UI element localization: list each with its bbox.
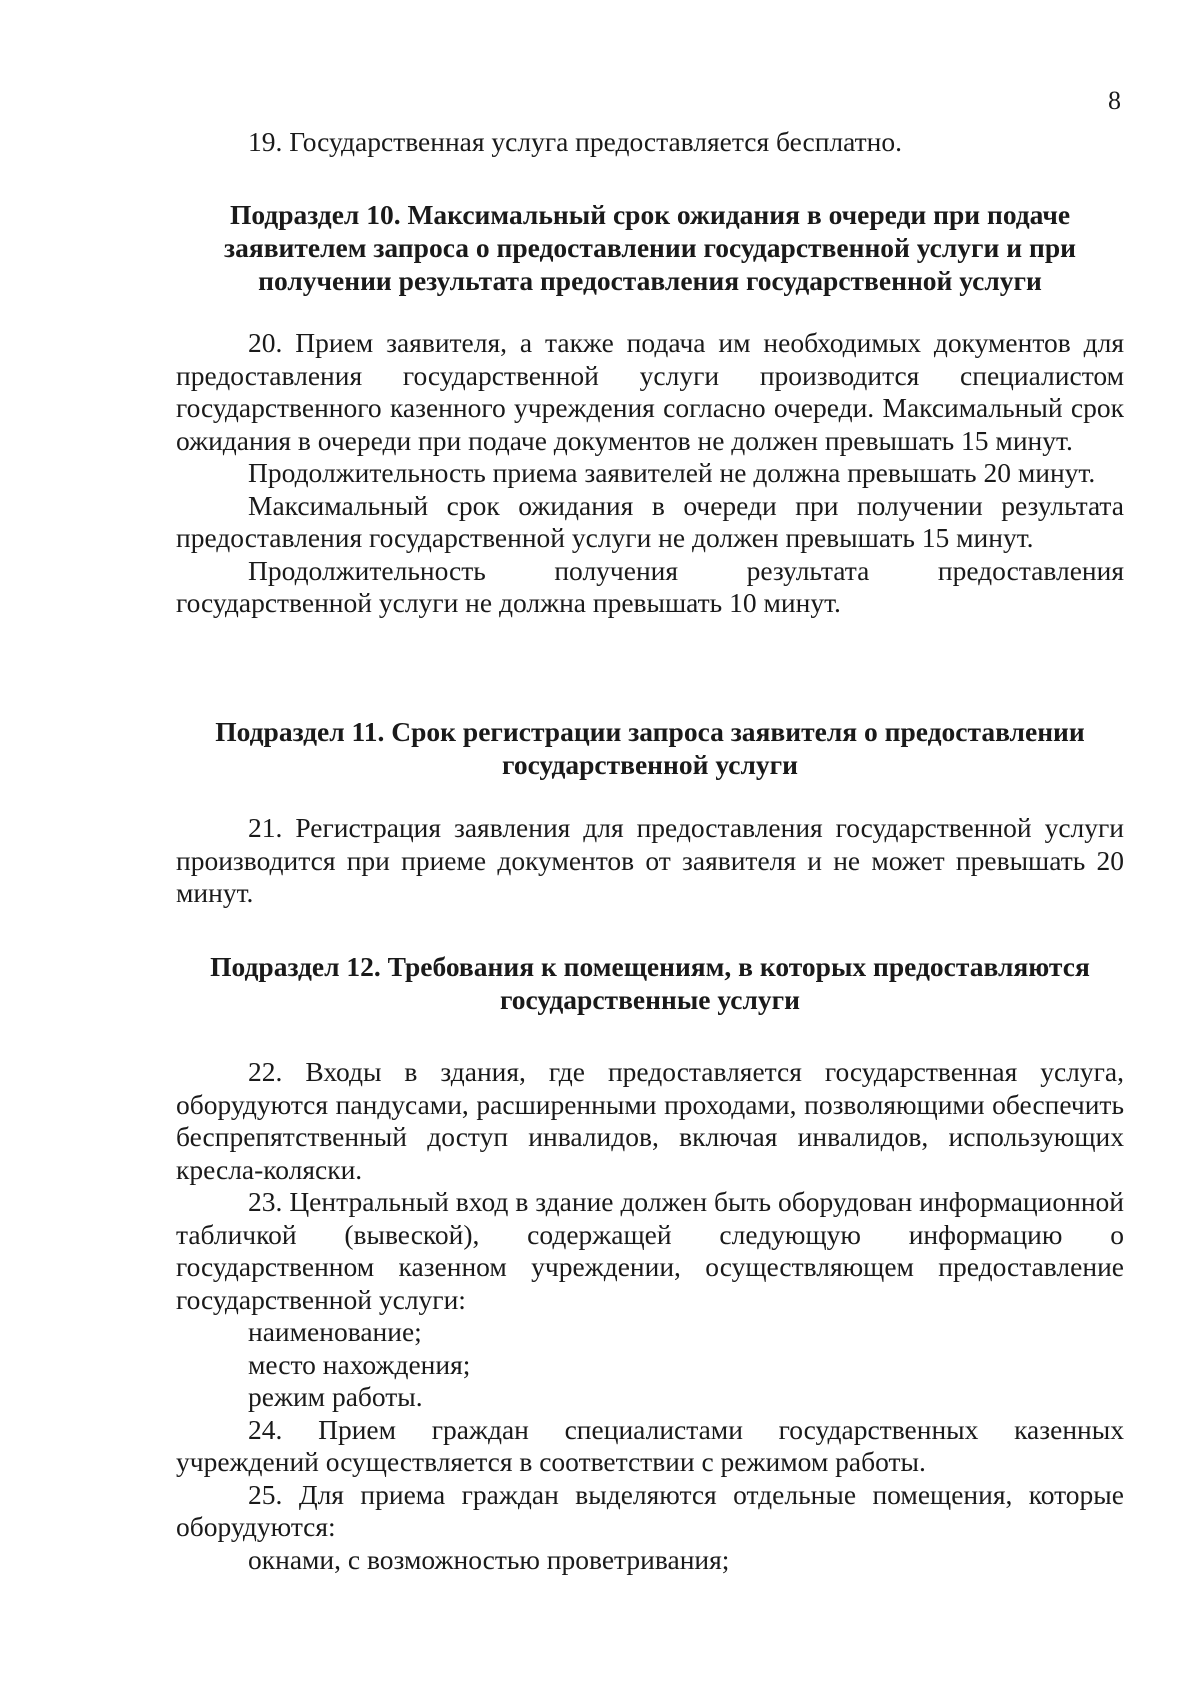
list-item-schedule: режим работы.	[248, 1381, 423, 1412]
list-item-name: наименование;	[248, 1316, 422, 1347]
paragraph-21: 21. Регистрация заявления для предоставления государственной услуги производится при приеме документов от заявителя и не может превышать 20 минут.	[176, 812, 1124, 908]
section-12-body	[176, 1056, 1124, 1576]
paragraph-22: 22. Входы в здания, где предоставляется государственная услуга, оборудуются пандусами, расширенными проходами, позволяющими обеспечить беспрепятственный доступ инвалидов, включая инвалидов, использующих кресла-коляски.	[176, 1056, 1124, 1185]
section-10-heading: Подраздел 10. Максимальный срок ожидания в очереди при подаче заявителем запроса о предоставлении государственной услуги и при получении результата предоставления государственной услуги	[224, 199, 1076, 296]
list-item-location: место нахождения;	[248, 1348, 471, 1380]
paragraph-25: 25. Для приема граждан выделяются отдельные помещения, которые оборудуются:	[176, 1478, 1124, 1542]
paragraph-24: 24. Прием граждан специалистами государственных казенных учреждений осуществляется в соответствии с режимом работы.	[176, 1413, 1124, 1477]
page-number: 8	[1108, 86, 1121, 115]
section-12-heading: Подраздел 12. Требования к помещениям, в которых предоставляются государственные услуги	[210, 951, 1090, 1015]
paragraph-result-duration: Продолжительность получения результата предоставления государственной услуги не должна превышать 10 минут.	[176, 554, 1124, 618]
section-10-body	[176, 327, 1124, 620]
paragraph-19: 19. Государственная услуга предоставляется бесплатно.	[248, 126, 902, 157]
paragraph-reception-duration: Продолжительность приема заявителей не должна превышать 20 минут.	[248, 457, 1096, 488]
paragraph-20: 20. Прием заявителя, а также подача им необходимых документов для предоставления государственной услуги производится специалистом государственного казенного учреждения согласно очереди. Максимальный срок ожидания в очереди при подаче документов не должен превышать 15 минут.	[176, 327, 1124, 456]
section-11-heading: Подраздел 11. Срок регистрации запроса заявителя о предоставлении государственной услуги	[215, 716, 1085, 780]
section-11-body	[176, 812, 1124, 910]
list-item-windows: окнами, с возможностью проветривания;	[248, 1543, 730, 1575]
paragraph-result-wait: Максимальный срок ожидания в очереди при получении результата предоставления государственной услуги не должен превышать 15 минут.	[176, 489, 1124, 553]
paragraph-23: 23. Центральный вход в здание должен быть оборудован информационной табличкой (вывеской), содержащей следующую информацию о государственном казенном учреждении, осуществляющем предоставление государственной услуги:	[176, 1186, 1124, 1315]
